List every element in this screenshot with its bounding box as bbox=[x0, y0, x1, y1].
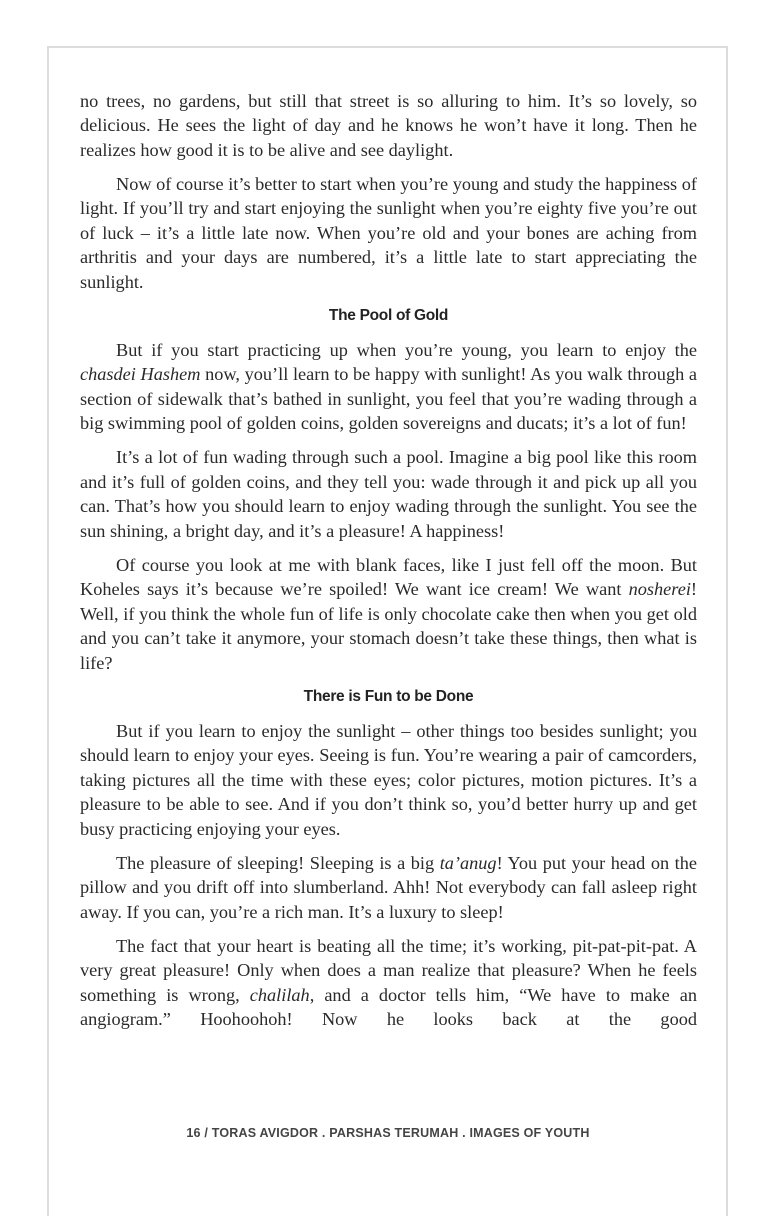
text: ! Well, if you think the whole fun of life is only chocolate cake then when you get old and you can’t take it anymore, your stomach doesn’t take these things, then what is life? bbox=[80, 579, 697, 673]
page-body bbox=[80, 89, 697, 1041]
text: Of course you look at me with blank faces, like I just fell off the moon. But Koheles says it’s because we’re spoiled! We want ice cream! We want bbox=[80, 554, 697, 600]
paragraph bbox=[80, 934, 697, 1032]
text: But if you start practicing up when you’re young, you learn to enjoy the bbox=[116, 340, 697, 361]
text: ! You put your head on the pillow and you drift off into slumberland. Ahh! Not everybody can fall asleep right away. If you can, you’re a rich man. It’s a luxury to sleep! bbox=[80, 852, 697, 922]
italic-term: chalilah bbox=[249, 984, 310, 1005]
text: , and a doctor tells him, “We have to make an angiogram.” Hoohoohoh! Now he looks back at the good bbox=[80, 984, 697, 1029]
paragraph bbox=[80, 851, 697, 924]
text: The pleasure of sleeping! Sleeping is a big bbox=[116, 852, 440, 873]
section-heading: The Pool of Gold bbox=[328, 306, 449, 324]
paragraph bbox=[80, 553, 697, 675]
italic-term: chasdei Hashem bbox=[80, 364, 201, 385]
paragraph: no trees, no gardens, but still that street is so alluring to him. It’s so lovely, so delicious. He sees the light of day and he knows he won’t have it long. Then he realizes how good it is to be alive and see daylight. bbox=[80, 91, 697, 160]
page-footer: 16 / TORAS AVIGDOR . PARSHAS TERUMAH . IMAGES OF YOUTH bbox=[186, 1126, 590, 1140]
italic-term: ta’anug bbox=[439, 852, 497, 873]
paragraph: It’s a lot of fun wading through such a pool. Imagine a big pool like this room and it’s full of golden coins, and they tell you: wade through it and pick up all you can. That’s how you should learn to enjoy wading through the sunlight. You see the sun shining, a bright day, and it’s a pleasure! A happiness! bbox=[80, 447, 697, 541]
text: now, you’ll learn to be happy with sunlight! As you walk through a section of sidewalk that’s bathed in sunlight, you feel that you’re wading through a big swimming pool of golden coins, golden sovereigns and ducats; it’s a lot of fun! bbox=[80, 364, 697, 434]
paragraph: Now of course it’s better to start when you’re young and study the happiness of light. If you’ll try and start enjoying the sunlight when you’re eighty five you’re out of luck – it’s a little late now. When you’re old and your bones are aching from arthritis and your days are numbered, it’s a little late to start appreciating the sunlight. bbox=[80, 174, 697, 292]
paragraph: But if you learn to enjoy the sunlight – other things too besides sunlight; you should learn to enjoy your eyes. Seeing is fun. You’re wearing a pair of camcorders, taking pictures all the time with these eyes; color pictures, motion pictures. It’s a pleasure to be able to see. And if you don’t think so, you’d better hurry up and get busy practicing enjoying your eyes. bbox=[80, 720, 697, 839]
paragraph bbox=[80, 338, 697, 436]
text: The fact that your heart is beating all the time; it’s working, pit-pat-pit-pat. A very great pleasure! Only when does a man realize that pleasure? When he feels something is wrong, bbox=[80, 935, 697, 1005]
section-heading: There is Fun to be Done bbox=[303, 687, 474, 705]
italic-term: nosherei bbox=[628, 579, 691, 600]
